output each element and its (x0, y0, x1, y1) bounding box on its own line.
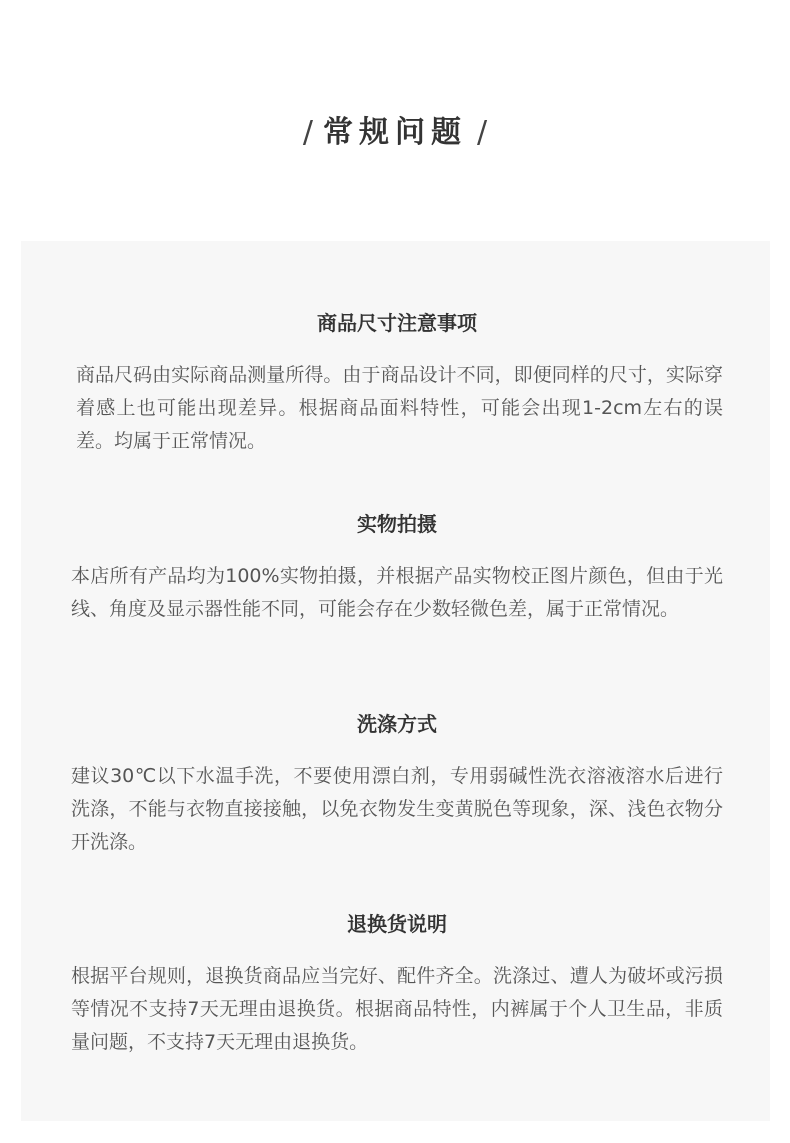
section-title: 洗涤方式 (357, 712, 437, 736)
section-title: 商品尺寸注意事项 (317, 311, 477, 335)
section-washing (71, 710, 723, 859)
section-title: 实物拍摄 (357, 512, 437, 536)
section-body: 商品尺码由实际商品测量所得。由于商品设计不同，即便同样的尺寸，实际穿着感上也可能出现差异。根据商品面料特性，可能会出现1-2cm左右的误差。均属于正常情况。 (76, 364, 723, 452)
section-returns (71, 910, 723, 1059)
section-body: 根据平台规则，退换货商品应当完好、配件齐全。洗涤过、遭人为破坏或污损等情况不支持7天无理由退换货。根据商品特性，内裤属于个人卫生品，非质量问题，不支持7天无理由退换货。 (71, 965, 723, 1053)
section-body: 本店所有产品均为100%实物拍摄，并根据产品实物校正图片颜色，但由于光线、角度及显示器性能不同，可能会存在少数轻微色差，属于正常情况。 (71, 565, 723, 620)
section-title: 退换货说明 (347, 912, 447, 936)
page-title-text: 常规问题 (323, 115, 467, 150)
page-title (0, 108, 790, 158)
title-slash-left: / (302, 115, 313, 150)
section-size-notes (71, 309, 723, 458)
title-slash-right: / (477, 115, 488, 150)
faq-panel (21, 241, 770, 1121)
section-photography (71, 510, 723, 626)
section-body: 建议30℃以下水温手洗，不要使用漂白剂，专用弱碱性洗衣溶液溶水后进行洗涤，不能与衣物直接接触，以免衣物发生变黄脱色等现象，深、浅色衣物分开洗涤。 (71, 765, 723, 853)
